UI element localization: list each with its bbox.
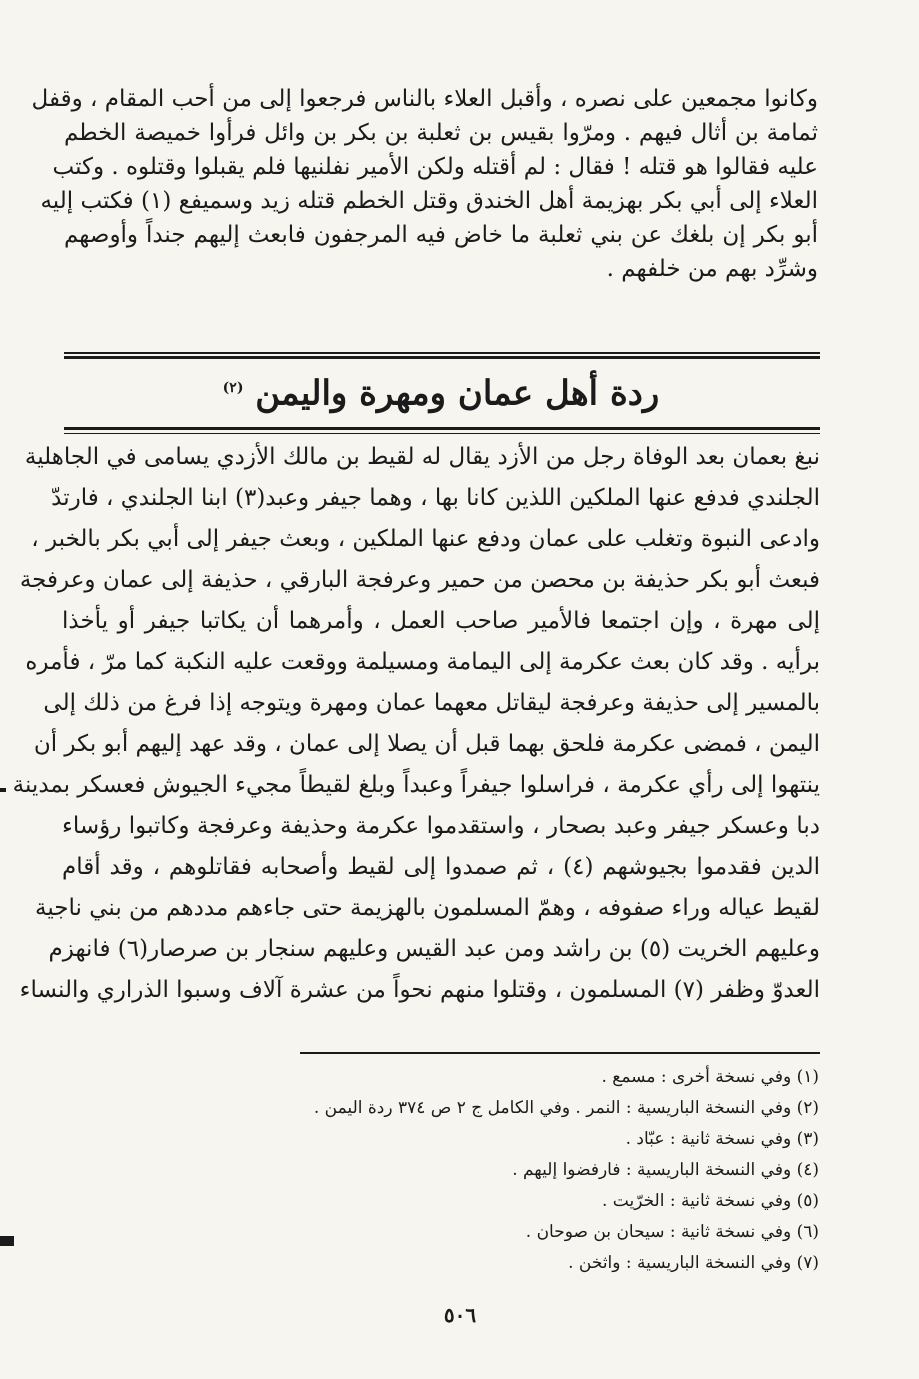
text-line: اليمن ، فمضى عكرمة فلحق بهما قبل أن يصلا إلى عمان ، وقد عهد إليهم أبو بكر أن xyxy=(33,731,820,757)
title-rule-bottom-thin xyxy=(64,433,820,434)
text-line: أبو بكر إن بلغك عن بني ثعلبة ما خاض فيه المرجفون فابعث إليهم جنداً وأوصهم xyxy=(64,222,818,248)
scan-margin-mark xyxy=(0,1236,14,1246)
section-title-footnote-ref: (٢) xyxy=(222,380,244,396)
text-line: برأيه . وقد كان بعث عكرمة إلى اليمامة ومسيلمة ووقعت عليه النكبة كما مرّ ، فأمره xyxy=(25,649,820,675)
page-number: ٥٠٦ xyxy=(443,1303,477,1327)
section-title-text: ردة أهل عمان ومهرة واليمن xyxy=(255,373,660,414)
footnote: (٣) وفي نسخة ثانية : عبّاد . xyxy=(625,1129,819,1149)
footnote: (٧) وفي النسخة الباريسية : واثخن . xyxy=(568,1253,819,1273)
text-line: الدين فقدموا بجيوشهم (٤) ، ثم صمدوا إلى لقيط وأصحابه فقاتلوهم ، وقد أقام xyxy=(62,854,820,880)
footnote-separator xyxy=(300,1052,820,1054)
text-line: دبا وعسكر جيفر وعبد بصحار ، واستقدموا عكرمة وحذيفة وعرفجة وكاتبوا رؤساء xyxy=(62,813,820,839)
footnote: (٦) وفي نسخة ثانية : سيحان بن صوحان . xyxy=(525,1222,819,1242)
text-line: بالمسير إلى حذيفة وعرفجة ليقاتل معهما عمان ومهرة ويتوجه إذا فرغ من ذلك إلى xyxy=(43,690,820,716)
text-line: وعليهم الخريت (٥) بن راشد ومن عبد القيس وعليهم سنجار بن صرصار(٦) فانهزم xyxy=(48,936,820,962)
text-line: فبعث أبو بكر حذيفة بن محصن من حمير وعرفجة البارقي ، حذيفة إلى عمان وعرفجة xyxy=(19,567,820,593)
text-line: إلى مهرة ، وإن اجتمعا فالأمير صاحب العمل ، وأمرهما أن يكاتبا جيفر أو يأخذا xyxy=(62,608,820,634)
text-line: لقيط عياله وراء صفوفه ، وهمّ المسلمون بالهزيمة حتى جاءهم مددهم من بني ناجية xyxy=(35,895,820,921)
footnote: (٢) وفي النسخة الباريسية : النمر . وفي الكامل ج ٢ ص ٣٧٤ ردة اليمن . xyxy=(313,1098,819,1118)
text-line: وادعى النبوة وتغلب على عمان ودفع عنها الملكين ، وبعث جيفر إلى أبي بكر بالخبر ، xyxy=(31,526,820,552)
text-line: العدوّ وظفر (٧) المسلمون ، وقتلوا منهم نحواً من عشرة آلاف وسبوا الذراري والنساء xyxy=(19,977,820,1003)
text-line: وشرِّد بهم من خلفهم . xyxy=(606,256,818,282)
title-rule-bottom-thick xyxy=(64,427,820,430)
text-line: الجلندي فدفع عنها الملكين اللذين كانا بها ، وهما جيفر وعبد(٣) ابنا الجلندي ، فارتدّ xyxy=(51,485,820,511)
section-title xyxy=(64,360,818,420)
text-line: نبغ بعمان بعد الوفاة رجل من الأزد يقال له لقيط بن مالك الأزدي يسامى في الجاهلية xyxy=(24,444,820,470)
title-rule-top-thin xyxy=(64,352,820,354)
scan-margin-mark xyxy=(0,788,6,792)
text-line: العلاء إلى أبي بكر بهزيمة أهل الخندق وقتل الخطم قتله زيد وسميفع (١) فكتب إليه xyxy=(40,188,818,214)
text-line: ثمامة بن أثال فيهم . ومرّوا بقيس بن ثعلبة بن بكر بن وائل فرأوا خميصة الخطم xyxy=(64,120,818,146)
footnote: (٤) وفي النسخة الباريسية : فارفضوا إليهم . xyxy=(512,1160,819,1180)
text-line: وكانوا مجمعين على نصره ، وأقبل العلاء بالناس فرجعوا إلى من أحب المقام ، وقفل xyxy=(31,86,818,112)
title-rule-top-thick xyxy=(64,356,820,359)
text-line: ينتهوا إلى رأي عكرمة ، فراسلوا جيفراً وعبداً وبلغ لقيطاً مجيء الجيوش فعسكر بمدينة xyxy=(12,772,820,798)
text-line: عليه فقالوا هو قتله ! فقال : لم أقتله ولكن الأمير نفلنيها فلم يقبلوا وقتلوه . وكتب xyxy=(52,154,818,180)
footnote: (١) وفي نسخة أخرى : مسمع . xyxy=(601,1067,819,1087)
footnote: (٥) وفي نسخة ثانية : الخرّيت . xyxy=(601,1191,819,1211)
